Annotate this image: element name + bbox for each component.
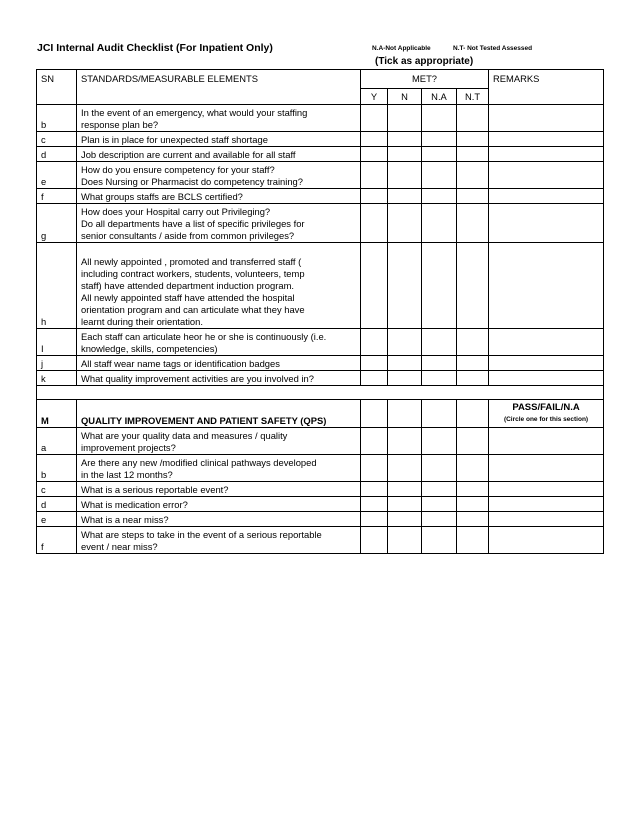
remarks-cell[interactable] <box>489 147 604 162</box>
question-line: staff) have attended department induction program. <box>81 280 294 291</box>
tick-cell-na[interactable] <box>422 497 457 512</box>
question-line: What is a near miss? <box>81 514 169 525</box>
question-line: All newly appointed staff have attended the hospital <box>81 292 295 303</box>
question-line: response plan be? <box>81 119 159 130</box>
header-na: N.A <box>422 89 457 105</box>
row-question <box>77 512 361 527</box>
row-sn: f <box>37 189 77 204</box>
section-m-title: QUALITY IMPROVEMENT AND PATIENT SAFETY (QPS) <box>77 400 361 428</box>
question-line: learnt during their orientation. <box>81 316 203 327</box>
header-standards: STANDARDS/MEASURABLE ELEMENTS <box>77 70 361 105</box>
question-line: What is a serious reportable event? <box>81 484 229 495</box>
row-sn: a <box>37 428 77 455</box>
header-met: MET? <box>361 70 489 89</box>
remarks-cell[interactable] <box>489 371 604 386</box>
row-sn: j <box>37 356 77 371</box>
question-line: event / near miss? <box>81 541 158 552</box>
remarks-cell[interactable] <box>489 482 604 497</box>
tick-cell-na[interactable] <box>422 527 457 554</box>
tick-cell-nt[interactable] <box>457 356 489 371</box>
row-question <box>77 455 361 482</box>
row-sn: c <box>37 132 77 147</box>
tick-cell-na[interactable] <box>422 455 457 482</box>
question-line: What are steps to take in the event of a serious reportable <box>81 529 322 540</box>
remarks-cell[interactable] <box>489 428 604 455</box>
remarks-cell[interactable] <box>489 455 604 482</box>
section-m-sn: M <box>37 400 77 428</box>
tick-cell-nt[interactable] <box>457 428 489 455</box>
tick-cell-n[interactable] <box>388 455 422 482</box>
header-sn: SN <box>37 70 77 105</box>
header-n: N <box>388 89 422 105</box>
row-question <box>77 243 361 329</box>
remarks-cell[interactable] <box>489 497 604 512</box>
tick-cell-nt[interactable] <box>457 243 489 329</box>
tick-cell-n[interactable] <box>388 105 422 132</box>
tick-cell-y[interactable] <box>361 482 388 497</box>
question-line: in the last 12 months? <box>81 469 173 480</box>
tick-cell-n[interactable] <box>388 497 422 512</box>
row-question <box>77 482 361 497</box>
tick-cell-y[interactable] <box>361 527 388 554</box>
header-y: Y <box>361 89 388 105</box>
tick-cell-na[interactable] <box>422 105 457 132</box>
row-question <box>77 204 361 243</box>
row-question <box>77 105 361 132</box>
tick-cell-nt[interactable] <box>457 132 489 147</box>
tick-cell-y[interactable] <box>361 204 388 243</box>
question-line: including contract workers, students, volunteers, temp <box>81 268 305 279</box>
remarks-cell[interactable] <box>489 132 604 147</box>
header-remarks: REMARKS <box>489 70 604 105</box>
remarks-cell[interactable] <box>489 204 604 243</box>
checklist-row <box>37 371 604 386</box>
remarks-cell[interactable] <box>489 512 604 527</box>
section-m-blank-cell <box>388 400 422 428</box>
question-line: How does your Hospital carry out Privileging? <box>81 206 271 217</box>
question-line: Does Nursing or Pharmacist do competency training? <box>81 176 303 187</box>
row-sn: k <box>37 371 77 386</box>
tick-cell-n[interactable] <box>388 243 422 329</box>
tick-cell-y[interactable] <box>361 356 388 371</box>
tick-cell-nt[interactable] <box>457 512 489 527</box>
pass-fail-label: PASS/FAIL/N.A <box>512 401 580 413</box>
tick-cell-na[interactable] <box>422 189 457 204</box>
tick-cell-n[interactable] <box>388 329 422 356</box>
tick-cell-y[interactable] <box>361 132 388 147</box>
tick-cell-y[interactable] <box>361 147 388 162</box>
tick-cell-nt[interactable] <box>457 105 489 132</box>
row-sn: I <box>37 329 77 356</box>
tick-cell-na[interactable] <box>422 243 457 329</box>
checklist-row <box>37 356 604 371</box>
remarks-cell[interactable] <box>489 356 604 371</box>
checklist-row <box>37 512 604 527</box>
audit-checklist-table <box>36 69 604 554</box>
row-question <box>77 189 361 204</box>
tick-cell-n[interactable] <box>388 147 422 162</box>
row-sn: d <box>37 147 77 162</box>
tick-cell-n[interactable] <box>388 512 422 527</box>
checklist-row <box>37 132 604 147</box>
checklist-row <box>37 428 604 455</box>
legend-not-applicable: N.A-Not Applicable <box>372 45 431 52</box>
row-question <box>77 371 361 386</box>
checklist-row <box>37 497 604 512</box>
question-line: All newly appointed , promoted and transferred staff ( <box>81 256 302 267</box>
checklist-row <box>37 189 604 204</box>
tick-cell-nt[interactable] <box>457 162 489 189</box>
question-line: Job description are current and available for all staff <box>81 149 296 160</box>
tick-cell-nt[interactable] <box>457 147 489 162</box>
tick-cell-y[interactable] <box>361 243 388 329</box>
tick-cell-na[interactable] <box>422 147 457 162</box>
checklist-row <box>37 162 604 189</box>
tick-cell-na[interactable] <box>422 356 457 371</box>
checklist-row <box>37 105 604 132</box>
tick-cell-y[interactable] <box>361 162 388 189</box>
document-title: JCI Internal Audit Checklist (For Inpatient Only) <box>37 42 273 54</box>
question-line: knowledge, skills, competencies) <box>81 343 218 354</box>
section-m-header <box>37 400 604 428</box>
checklist-row <box>37 329 604 356</box>
question-line: How do you ensure competency for your staff? <box>81 164 275 175</box>
tick-cell-na[interactable] <box>422 512 457 527</box>
pass-fail-cell[interactable] <box>489 400 604 428</box>
row-sn: f <box>37 527 77 554</box>
separator-cell <box>37 386 604 400</box>
remarks-cell[interactable] <box>489 243 604 329</box>
row-question <box>77 497 361 512</box>
question-line: Each staff can articulate heor he or she is continuously (i.e. <box>81 331 327 342</box>
question-line: orientation program and can articulate what they have <box>81 304 305 315</box>
row-sn: e <box>37 512 77 527</box>
tick-cell-nt[interactable] <box>457 189 489 204</box>
row-sn: h <box>37 243 77 329</box>
tick-cell-n[interactable] <box>388 189 422 204</box>
tick-cell-y[interactable] <box>361 428 388 455</box>
row-sn: c <box>37 482 77 497</box>
tick-cell-na[interactable] <box>422 132 457 147</box>
header-row <box>37 70 604 89</box>
row-sn: e <box>37 162 77 189</box>
checklist-row <box>37 527 604 554</box>
section-m-blank-cell <box>457 400 489 428</box>
tick-cell-n[interactable] <box>388 527 422 554</box>
checklist-row <box>37 482 604 497</box>
tick-cell-nt[interactable] <box>457 329 489 356</box>
separator-row <box>37 386 604 400</box>
question-line: senior consultants / aside from common privileges? <box>81 230 295 241</box>
remarks-cell[interactable] <box>489 189 604 204</box>
tick-cell-na[interactable] <box>422 162 457 189</box>
tick-cell-nt[interactable] <box>457 371 489 386</box>
tick-cell-n[interactable] <box>388 356 422 371</box>
question-line: Are there any new /modified clinical pathways developed <box>81 457 317 468</box>
tick-cell-na[interactable] <box>422 329 457 356</box>
question-line: All staff wear name tags or identification badges <box>81 358 280 369</box>
remarks-cell[interactable] <box>489 329 604 356</box>
question-line: improvement projects? <box>81 442 176 453</box>
tick-cell-y[interactable] <box>361 329 388 356</box>
header-nt: N.T <box>457 89 489 105</box>
tick-instruction: (Tick as appropriate) <box>375 56 474 67</box>
section-m-blank-cell <box>422 400 457 428</box>
tick-cell-na[interactable] <box>422 482 457 497</box>
tick-cell-n[interactable] <box>388 371 422 386</box>
tick-cell-y[interactable] <box>361 512 388 527</box>
tick-cell-nt[interactable] <box>457 482 489 497</box>
question-line: What quality improvement activities are you involved in? <box>81 373 314 384</box>
remarks-cell[interactable] <box>489 105 604 132</box>
tick-cell-n[interactable] <box>388 482 422 497</box>
question-line: Plan is in place for unexpected staff shortage <box>81 134 268 145</box>
row-sn: g <box>37 204 77 243</box>
tick-cell-n[interactable] <box>388 132 422 147</box>
checklist-row <box>37 243 604 329</box>
tick-cell-nt[interactable] <box>457 497 489 512</box>
question-line: What is medication error? <box>81 499 188 510</box>
legend-not-tested: N.T- Not Tested Assessed <box>453 45 533 52</box>
row-question <box>77 527 361 554</box>
question-line: In the event of an emergency, what would your staffing <box>81 107 308 118</box>
row-question <box>77 147 361 162</box>
row-question <box>77 356 361 371</box>
pass-fail-note: (Circle one for this section) <box>503 415 589 423</box>
tick-cell-na[interactable] <box>422 204 457 243</box>
tick-cell-nt[interactable] <box>457 455 489 482</box>
tick-cell-nt[interactable] <box>457 204 489 243</box>
section-m-blank-cell <box>361 400 388 428</box>
checklist-row <box>37 204 604 243</box>
tick-cell-y[interactable] <box>361 455 388 482</box>
row-question <box>77 132 361 147</box>
row-sn: b <box>37 455 77 482</box>
row-question <box>77 162 361 189</box>
tick-cell-n[interactable] <box>388 204 422 243</box>
remarks-cell[interactable] <box>489 527 604 554</box>
tick-cell-nt[interactable] <box>457 527 489 554</box>
tick-cell-na[interactable] <box>422 428 457 455</box>
question-line: What are your quality data and measures / quality <box>81 430 288 441</box>
checklist-row <box>37 455 604 482</box>
tick-cell-y[interactable] <box>361 371 388 386</box>
checklist-row <box>37 147 604 162</box>
tick-cell-n[interactable] <box>388 162 422 189</box>
row-question <box>77 428 361 455</box>
row-sn: d <box>37 497 77 512</box>
question-line: What groups staffs are BCLS certified? <box>81 191 243 202</box>
remarks-cell[interactable] <box>489 162 604 189</box>
question-line: Do all departments have a list of specific privileges for <box>81 218 305 229</box>
tick-cell-na[interactable] <box>422 371 457 386</box>
row-sn: b <box>37 105 77 132</box>
row-question <box>77 329 361 356</box>
tick-cell-n[interactable] <box>388 428 422 455</box>
tick-cell-y[interactable] <box>361 105 388 132</box>
tick-cell-y[interactable] <box>361 497 388 512</box>
tick-cell-y[interactable] <box>361 189 388 204</box>
